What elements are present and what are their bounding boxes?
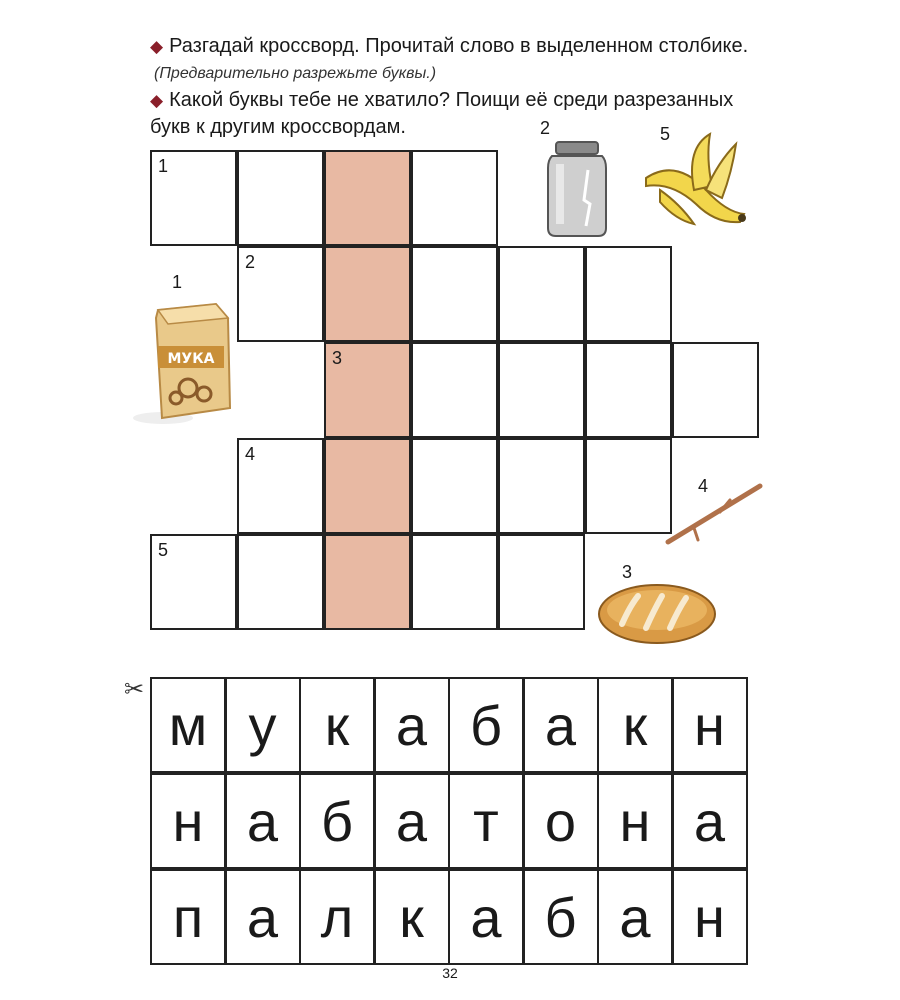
cut-letter-card[interactable]: а xyxy=(523,677,599,773)
cut-letter-card[interactable]: к xyxy=(374,869,450,965)
cut-letter-card[interactable]: т xyxy=(448,773,524,869)
crossword-cell-highlighted[interactable] xyxy=(324,534,411,630)
cut-letter-card[interactable]: к xyxy=(299,677,375,773)
cut-letter-card[interactable]: а xyxy=(374,677,450,773)
picture-number: 4 xyxy=(698,476,709,496)
flour-bag-label: МУКА xyxy=(167,351,215,367)
crossword-cell[interactable] xyxy=(150,534,237,630)
crossword-cell[interactable] xyxy=(411,150,498,246)
crossword-cell[interactable] xyxy=(585,438,672,534)
cut-letter-card[interactable]: н xyxy=(672,677,748,773)
picture-number: 1 xyxy=(172,272,183,292)
crossword-cell[interactable] xyxy=(237,150,324,246)
cut-letter-card[interactable]: м xyxy=(150,677,226,773)
cut-letter-card[interactable]: а xyxy=(597,869,673,965)
crossword-cell[interactable] xyxy=(237,534,324,630)
crossword-cell[interactable] xyxy=(498,246,585,342)
crossword-cell[interactable] xyxy=(411,534,498,630)
crossword-cell[interactable] xyxy=(498,438,585,534)
clue-number: 2 xyxy=(245,252,256,272)
cut-letter-card[interactable]: а xyxy=(448,869,524,965)
crossword-cell-highlighted[interactable] xyxy=(324,438,411,534)
crossword-cell[interactable] xyxy=(411,342,498,438)
clue-number: 5 xyxy=(158,540,169,560)
clue-number: 1 xyxy=(158,156,169,176)
crossword-cell[interactable] xyxy=(237,246,324,342)
cut-letter-card[interactable]: л xyxy=(299,869,375,965)
cut-letter-card[interactable]: б xyxy=(299,773,375,869)
crossword-cell-highlighted[interactable] xyxy=(324,246,411,342)
cut-letter-card[interactable]: а xyxy=(374,773,450,869)
instruction-1 xyxy=(150,34,748,59)
crossword-cell[interactable] xyxy=(585,342,672,438)
crossword-cell[interactable] xyxy=(411,438,498,534)
clue-number: 3 xyxy=(332,348,343,368)
picture-number: 3 xyxy=(622,562,633,582)
instruction-1-text: Разгадай кроссворд. Прочитай слово в выделенном столбике. xyxy=(169,35,749,57)
stick-icon xyxy=(664,480,766,548)
crossword-cell[interactable] xyxy=(411,246,498,342)
crossword-cell[interactable] xyxy=(585,246,672,342)
cut-letter-card[interactable]: о xyxy=(523,773,599,869)
picture-number: 5 xyxy=(660,124,671,144)
crossword-cell[interactable] xyxy=(237,438,324,534)
instruction-2 xyxy=(150,88,733,113)
cut-letter-card[interactable]: б xyxy=(448,677,524,773)
cut-letter-card[interactable]: н xyxy=(672,869,748,965)
banana-icon xyxy=(636,128,752,228)
cut-letter-card[interactable]: б xyxy=(523,869,599,965)
cut-letter-card[interactable]: н xyxy=(597,773,673,869)
bullet-diamond-icon: ◆ xyxy=(150,37,164,56)
cut-letter-card[interactable]: а xyxy=(225,773,301,869)
page-number: 32 xyxy=(442,965,458,981)
flour-bag-icon xyxy=(128,296,238,430)
jar-icon xyxy=(544,140,610,238)
crossword-cell[interactable] xyxy=(150,150,237,246)
clue-number: 4 xyxy=(245,444,256,464)
crossword-cell-highlighted[interactable] xyxy=(324,150,411,246)
cut-letter-card[interactable]: а xyxy=(672,773,748,869)
cut-letter-card[interactable]: п xyxy=(150,869,226,965)
crossword-cell-highlighted[interactable] xyxy=(324,342,411,438)
crossword-cell[interactable] xyxy=(498,342,585,438)
cut-letter-card[interactable]: а xyxy=(225,869,301,965)
instruction-2-continued: букв к другим кроссвордам. xyxy=(150,116,406,138)
cut-letter-card[interactable]: у xyxy=(225,677,301,773)
bread-loaf-icon xyxy=(596,582,718,646)
scissors-icon: ✂ xyxy=(124,676,145,703)
picture-number: 2 xyxy=(540,118,551,138)
crossword-cell[interactable] xyxy=(498,534,585,630)
crossword-cell[interactable] xyxy=(672,342,759,438)
cut-letter-card[interactable]: к xyxy=(597,677,673,773)
cut-letter-card[interactable]: н xyxy=(150,773,226,869)
instruction-2-text: Какой буквы тебе не хватило? Поищи её среди разрезанных xyxy=(169,89,734,111)
bullet-diamond-icon: ◆ xyxy=(150,91,164,110)
instruction-note: (Предварительно разрежьте буквы.) xyxy=(154,65,437,82)
